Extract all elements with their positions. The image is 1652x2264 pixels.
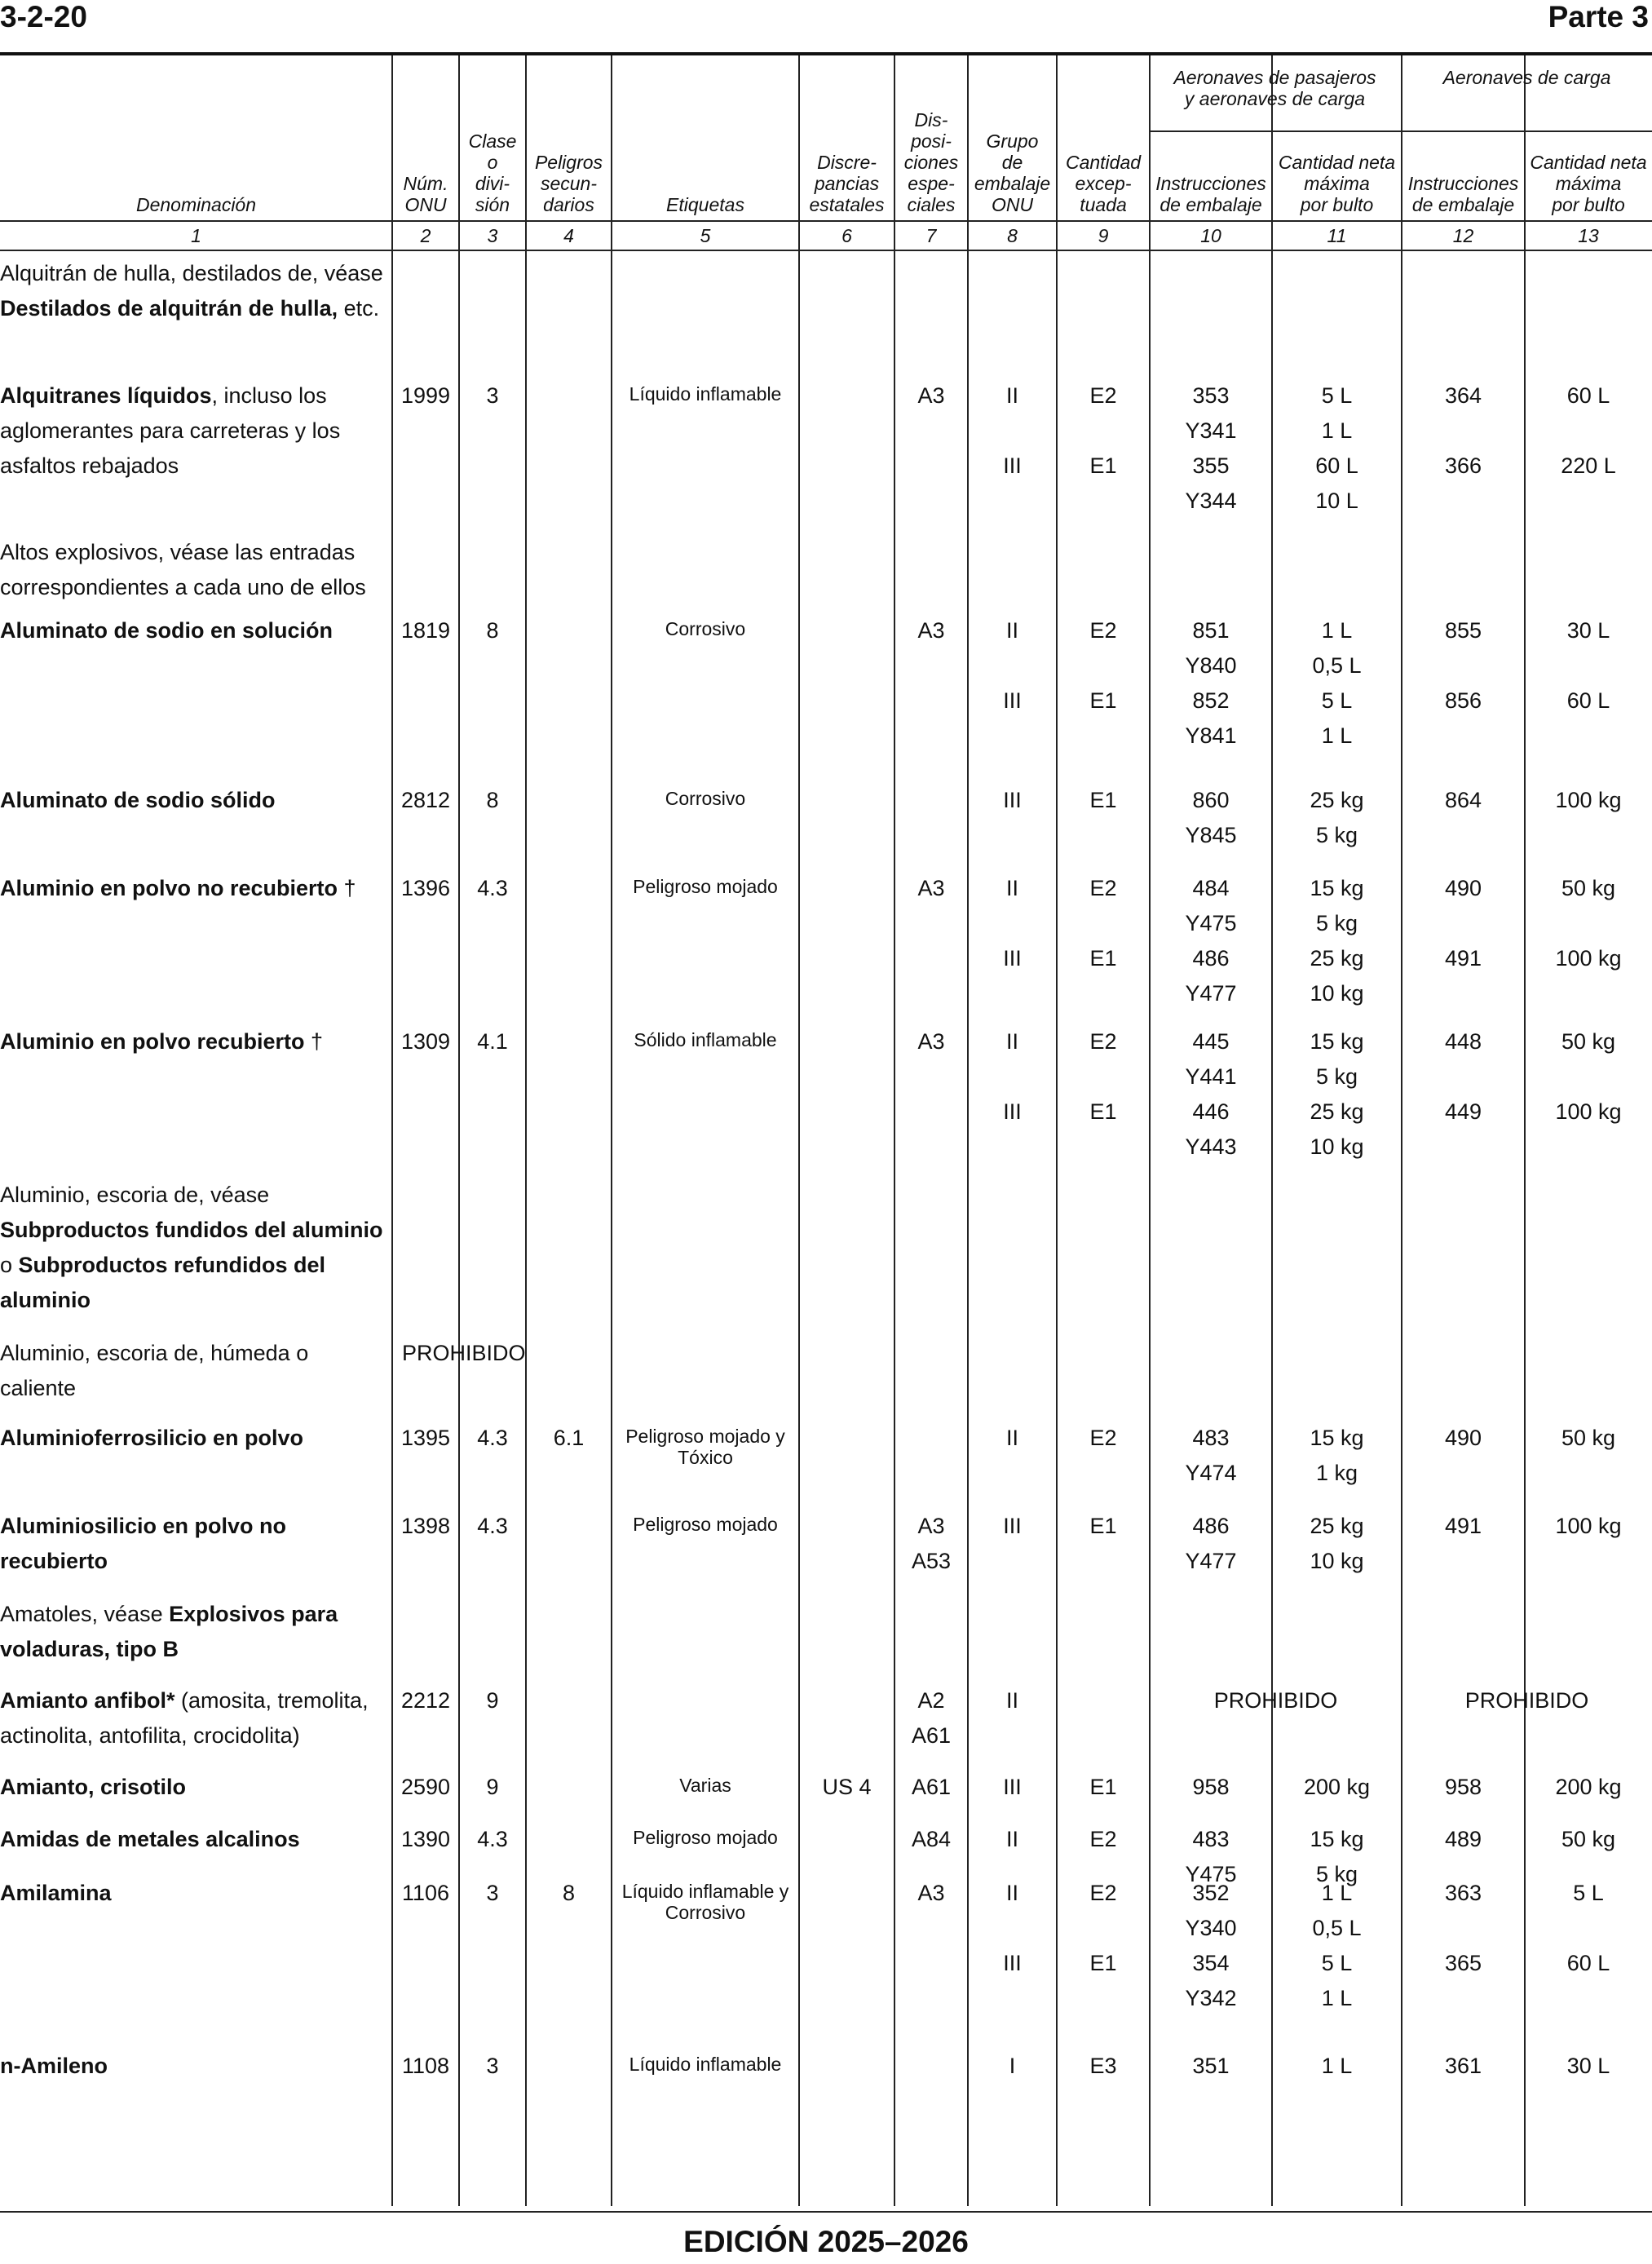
hazard-labels: Corrosivo <box>665 618 746 639</box>
un-number: 2590 <box>400 1775 451 1799</box>
hazard-labels: Varias <box>679 1775 731 1796</box>
column-header-8: Grupo de embalaje ONU <box>974 130 1051 215</box>
cargo-max-net-quantity: 5 L 60 L <box>1566 1881 1610 1975</box>
un-number: 1309 <box>400 1029 451 1054</box>
column-number-1: 1 <box>191 225 201 246</box>
row-divider <box>0 220 1652 222</box>
column-number-3: 3 <box>487 225 498 246</box>
cargo-max-net-quantity: 50 kg <box>1561 1426 1616 1450</box>
column-header-11: Cantidad neta máxima por bulto <box>1278 152 1396 215</box>
class-division: 8 <box>486 618 499 643</box>
substance-name: Aluminio, escoria de, húmeda o caliente <box>0 1341 309 1400</box>
column-number-8: 8 <box>1007 225 1018 246</box>
excepted-quantity: E3 <box>1089 2054 1117 2078</box>
excepted-quantity: E2 E1 <box>1089 383 1117 478</box>
substance-name: Alquitranes líquidos, incluso los aglomerantes para carreteras y los asfaltos rebajados <box>0 383 341 478</box>
column-divider <box>798 55 800 2206</box>
cargo-packing-instruction: 448 449 <box>1444 1029 1482 1124</box>
column-header-10: Instrucciones de embalaje <box>1155 173 1266 215</box>
cargo-forbidden: PROHIBIDO <box>1464 1688 1589 1713</box>
hazard-labels: Sólido inflamable <box>634 1029 777 1050</box>
special-provisions: A3 <box>917 383 945 408</box>
column-number-6: 6 <box>841 225 852 246</box>
substance-name: n-Amileno <box>0 2054 108 2078</box>
cargo-packing-instruction: 361 <box>1444 2054 1482 2078</box>
excepted-quantity: E2 E1 <box>1089 876 1117 971</box>
excepted-quantity: E2 E1 <box>1089 1881 1117 1975</box>
hazard-labels: Líquido inflamable <box>629 383 782 405</box>
packing-group: I <box>1009 2054 1016 2078</box>
page-number: 3-2-20 <box>0 0 87 33</box>
packing-group: III <box>1003 788 1022 812</box>
packing-group: II <box>1005 1688 1018 1713</box>
cargo-packing-instruction: 489 <box>1444 1827 1482 1851</box>
un-number: 1819 <box>400 618 451 643</box>
cargo-max-net-quantity: 200 kg <box>1555 1775 1622 1799</box>
substance-name: Aluminato de sodio en solución <box>0 618 333 643</box>
excepted-quantity: E2 <box>1089 1426 1117 1450</box>
cargo-packing-instruction: 491 <box>1444 1514 1482 1538</box>
packing-group: II <box>1005 1426 1018 1450</box>
special-provisions: A3 A53 <box>911 1514 952 1573</box>
special-provisions: A3 <box>917 618 945 643</box>
column-header-5: Etiquetas <box>666 194 744 215</box>
column-header-3: Clase o divi- sión <box>468 130 517 215</box>
excepted-quantity: E2 E1 <box>1089 618 1117 713</box>
un-number: 1106 <box>401 1881 450 1905</box>
passenger-packing-instruction: 353 Y341 355 Y344 <box>1185 383 1237 513</box>
packing-group: II III <box>1003 618 1022 713</box>
column-number-10: 10 <box>1200 225 1221 246</box>
passenger-packing-instruction: 860 Y845 <box>1185 788 1237 847</box>
cargo-max-net-quantity: 50 kg <box>1561 1827 1616 1851</box>
special-provisions: A61 <box>911 1775 952 1799</box>
column-header-9: Cantidad excep- tuada <box>1065 152 1142 215</box>
un-number: 1395 <box>400 1426 451 1450</box>
passenger-packing-instruction: 483 Y474 <box>1185 1426 1237 1485</box>
group-header-passenger: Aeronaves de pasajeros y aeronaves de carga <box>1173 67 1376 109</box>
excepted-quantity: E2 <box>1089 1827 1117 1851</box>
cargo-packing-instruction: 958 <box>1444 1775 1482 1799</box>
substance-name: Alquitrán de hulla, destilados de, véase Destilados de alquitrán de hulla, etc. <box>0 261 383 321</box>
class-division: 9 <box>486 1688 499 1713</box>
hazard-labels: Corrosivo <box>665 788 746 809</box>
substance-name: Aluminio en polvo recubierto † <box>0 1029 324 1054</box>
hazard-labels: Líquido inflamable y Corrosivo <box>621 1881 789 1923</box>
substance-name: Amilamina <box>0 1881 112 1905</box>
substance-name: Aluminio, escoria de, véase Subproductos fundidos del aluminio o Subproductos refundidos del aluminio <box>0 1183 383 1312</box>
special-provisions: A3 <box>917 1029 945 1054</box>
packing-group: II III <box>1003 383 1022 478</box>
passenger-max-net-quantity: 25 kg 5 kg <box>1310 788 1364 847</box>
column-number-11: 11 <box>1327 225 1347 246</box>
packing-group: II III <box>1003 1881 1022 1975</box>
un-number: 1108 <box>401 2054 450 2078</box>
cargo-max-net-quantity: 50 kg 100 kg <box>1555 876 1622 971</box>
passenger-max-net-quantity: 15 kg 5 kg 25 kg 10 kg <box>1310 876 1364 1006</box>
passenger-packing-instruction: 958 <box>1192 1775 1230 1799</box>
cargo-max-net-quantity: 100 kg <box>1555 1514 1622 1538</box>
passenger-packing-instruction: 445 Y441 446 Y443 <box>1185 1029 1237 1159</box>
column-number-4: 4 <box>563 225 574 246</box>
un-number: 1390 <box>400 1827 451 1851</box>
forbidden-label: PROHIBIDO <box>402 1341 526 1365</box>
group-header-cargo: Aeronaves de carga <box>1442 67 1611 88</box>
column-number-13: 13 <box>1578 225 1599 246</box>
cargo-max-net-quantity: 100 kg <box>1555 788 1622 812</box>
un-number: 1396 <box>400 876 451 900</box>
packing-group: II <box>1005 1827 1018 1851</box>
column-header-13: Cantidad neta máxima por bulto <box>1530 152 1647 215</box>
un-number: 1999 <box>400 383 451 408</box>
packing-group: III <box>1003 1514 1022 1538</box>
cargo-packing-instruction: 855 856 <box>1444 618 1482 713</box>
substance-name: Aluminato de sodio sólido <box>0 788 276 812</box>
cargo-max-net-quantity: 30 L <box>1566 2054 1610 2078</box>
excepted-quantity: E2 E1 <box>1089 1029 1117 1124</box>
column-header-7: Dis- posi- ciones espe- ciales <box>903 109 959 215</box>
class-division: 4.3 <box>477 1514 508 1538</box>
cargo-packing-instruction: 864 <box>1444 788 1482 812</box>
hazard-labels: Peligroso mojado <box>633 876 778 897</box>
passenger-max-net-quantity: 15 kg 5 kg 25 kg 10 kg <box>1310 1029 1364 1159</box>
column-number-9: 9 <box>1098 225 1109 246</box>
passenger-packing-instruction: 483 Y475 <box>1185 1827 1237 1886</box>
excepted-quantity: E1 <box>1089 1514 1117 1538</box>
row-divider <box>0 250 1652 251</box>
class-division: 4.1 <box>477 1029 508 1054</box>
class-division: 4.3 <box>477 1827 508 1851</box>
un-number: 2212 <box>400 1688 451 1713</box>
passenger-packing-instruction: 486 Y477 <box>1185 1514 1237 1573</box>
column-header-4: Peligros secun- darios <box>534 152 603 215</box>
cargo-max-net-quantity: 60 L 220 L <box>1561 383 1616 478</box>
class-division: 4.3 <box>477 876 508 900</box>
part-label: Parte 3 <box>1548 0 1649 33</box>
passenger-packing-instruction: 484 Y475 486 Y477 <box>1185 876 1237 1006</box>
special-provisions: A84 <box>911 1827 952 1851</box>
substance-name: Aluminioferrosilicio en polvo <box>0 1426 304 1450</box>
passenger-max-net-quantity: 15 kg 1 kg <box>1310 1426 1364 1485</box>
cargo-packing-instruction: 490 <box>1444 1426 1482 1450</box>
substance-name: Amianto anfibol* (amosita, tremolita, actinolita, antofilita, crocidolita) <box>0 1688 369 1748</box>
passenger-packing-instruction: 851 Y840 852 Y841 <box>1185 618 1237 748</box>
passenger-max-net-quantity: 1 L 0,5 L 5 L 1 L <box>1312 618 1362 748</box>
class-division: 9 <box>486 1775 499 1799</box>
excepted-quantity: E1 <box>1089 1775 1117 1799</box>
cargo-packing-instruction: 364 366 <box>1444 383 1482 478</box>
column-number-7: 7 <box>925 225 937 246</box>
subsidiary-hazard: 8 <box>562 1881 576 1905</box>
cargo-packing-instruction: 363 365 <box>1444 1881 1482 1975</box>
special-provisions: A2 A61 <box>911 1688 952 1748</box>
special-provisions: A3 <box>917 876 945 900</box>
column-header-1: Denominación <box>135 194 257 215</box>
edition-footer: EDICIÓN 2025–2026 <box>683 2225 969 2258</box>
packing-group: II III <box>1003 876 1022 971</box>
passenger-max-net-quantity: 200 kg <box>1303 1775 1371 1799</box>
class-division: 4.3 <box>477 1426 508 1450</box>
header-rule <box>0 52 1652 55</box>
column-header-12: Instrucciones de embalaje <box>1407 173 1519 215</box>
cargo-max-net-quantity: 30 L 60 L <box>1566 618 1610 713</box>
un-number: 2812 <box>400 788 451 812</box>
substance-name: Aluminio en polvo no recubierto † <box>0 876 356 900</box>
cargo-packing-instruction: 490 491 <box>1444 876 1482 971</box>
passenger-forbidden: PROHIBIDO <box>1213 1688 1338 1713</box>
passenger-max-net-quantity: 1 L 0,5 L 5 L 1 L <box>1312 1881 1362 2010</box>
hazard-labels: Peligroso mojado y Tóxico <box>625 1426 785 1468</box>
packing-group: III <box>1003 1775 1022 1799</box>
subsidiary-hazard: 6.1 <box>553 1426 585 1450</box>
class-division: 3 <box>486 2054 499 2078</box>
passenger-packing-instruction: 352 Y340 354 Y342 <box>1185 1881 1237 2010</box>
passenger-max-net-quantity: 5 L 1 L 60 L 10 L <box>1315 383 1358 513</box>
passenger-max-net-quantity: 15 kg 5 kg <box>1310 1827 1364 1886</box>
un-number: 1398 <box>400 1514 451 1538</box>
class-division: 8 <box>486 788 499 812</box>
passenger-packing-instruction: 351 <box>1192 2054 1230 2078</box>
column-number-2: 2 <box>420 225 431 246</box>
substance-name: Amatoles, véase Explosivos para voladuras, tipo B <box>0 1602 338 1661</box>
class-division: 3 <box>486 1881 499 1905</box>
passenger-max-net-quantity: 1 L <box>1321 2054 1353 2078</box>
substance-name: Amidas de metales alcalinos <box>0 1827 300 1851</box>
excepted-quantity: E1 <box>1089 788 1117 812</box>
substance-name: Amianto, crisotilo <box>0 1775 187 1799</box>
hazard-labels: Peligroso mojado <box>633 1827 778 1848</box>
hazard-labels: Peligroso mojado <box>633 1514 778 1535</box>
substance-name: Aluminiosilicio en polvo no recubierto <box>0 1514 287 1573</box>
footer-rule <box>0 2211 1652 2213</box>
passenger-max-net-quantity: 25 kg 10 kg <box>1310 1514 1364 1573</box>
substance-name: Altos explosivos, véase las entradas correspondientes a cada uno de ellos <box>0 540 366 599</box>
column-header-2: Núm. ONU <box>403 173 448 215</box>
hazard-labels: Líquido inflamable <box>629 2054 782 2075</box>
column-number-5: 5 <box>700 225 711 246</box>
packing-group: II III <box>1003 1029 1022 1124</box>
cargo-max-net-quantity: 50 kg 100 kg <box>1555 1029 1622 1124</box>
column-number-12: 12 <box>1452 225 1474 246</box>
special-provisions: A3 <box>917 1881 945 1905</box>
state-variation: US 4 <box>822 1775 872 1799</box>
class-division: 3 <box>486 383 499 408</box>
column-header-6: Discre- pancias estatales <box>809 152 885 215</box>
row-divider <box>1150 130 1652 132</box>
